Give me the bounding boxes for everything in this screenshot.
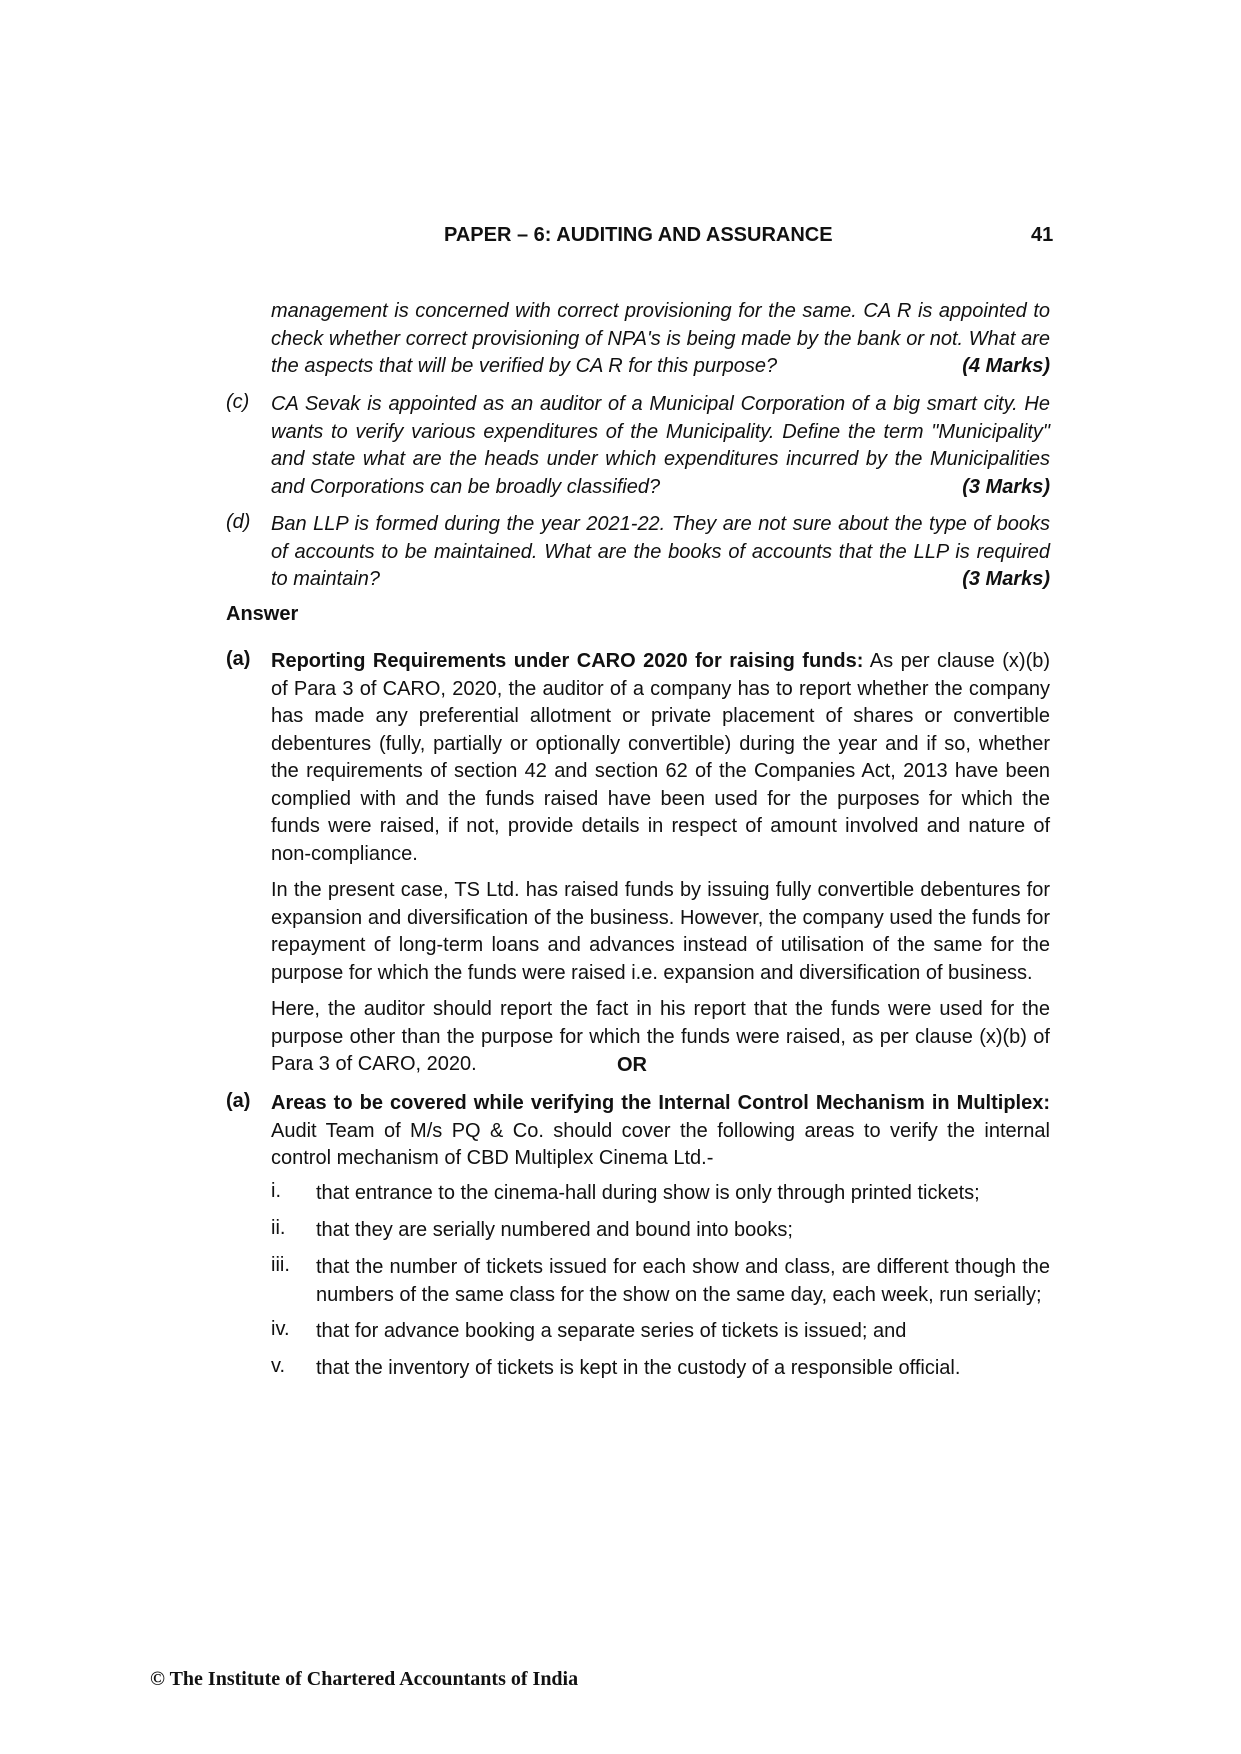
list-item — [271, 1180, 1050, 1208]
question-b-marks: (4 Marks) — [962, 355, 1050, 377]
answer-heading: Answer — [226, 603, 299, 625]
answer-a-lead: Reporting Requirements under CARO 2020 for raising funds: — [271, 650, 864, 672]
question-d — [226, 511, 1050, 594]
answer-a-alt-intro: Areas to be covered while verifying the Internal Control Mechanism in Multiplex: Audit Team of M/s PQ & Co. should cover the following areas to verify the internal control mechanism of CBD Multiplex Cinema Ltd.- — [271, 1092, 1050, 1169]
list-item-number: iv. — [271, 1318, 290, 1340]
list-item-text: that entrance to the cinema-hall during show is only through printed tickets; — [316, 1182, 980, 1204]
answer-a-paragraph-2: In the present case, TS Ltd. has raised funds by issuing fully convertible debentures for expansion and diversification of the business. However, the company used the funds for repayment of long-term loans and advances instead of utilisation of the same for the purpose for which the funds were raised i.e. expansion and diversification of business. — [271, 879, 1050, 984]
copyright-footer: © The Institute of Chartered Accountants of India — [150, 1668, 579, 1690]
answer-a-paragraph-3: Here, the auditor should report the fact in his report that the funds were used for the purpose other than the purpose for which the funds were raised, as per clause (x)(b) of Para 3 of CARO, 2020. — [271, 998, 1050, 1075]
answer-a — [226, 648, 1050, 1079]
question-c-text: CA Sevak is appointed as an auditor of a Municipal Corporation of a big smart city. He wants to verify various expenditures of the Municipality. Define the term "Municipality" and state what are the heads under which expenditures incurred by the Municipalities and Corporations can be broadly classified? — [271, 393, 1050, 498]
question-d-marks: (3 Marks) — [962, 568, 1050, 590]
answer-a-alt-label: (a) — [226, 1090, 251, 1112]
list-item — [271, 1217, 1050, 1245]
or-separator: OR — [617, 1054, 647, 1076]
question-c-marks: (3 Marks) — [962, 475, 1050, 498]
list-item-number: ii. — [271, 1217, 286, 1239]
list-item-number: iii. — [271, 1254, 290, 1276]
page-number: 41 — [1031, 224, 1054, 246]
list-item — [271, 1254, 1050, 1309]
answer-a-alt-lead: Areas to be covered while verifying the Internal Control Mechanism in Multiplex: — [271, 1092, 1050, 1114]
question-b-continuation — [271, 298, 1050, 381]
list-item-text: that for advance booking a separate series of tickets is issued; and — [316, 1320, 907, 1342]
question-b-text: management is concerned with correct provisioning for the same. CA R is appointed to check whether correct provisioning of NPA's is being made by the bank or not. What are the aspects that will be verified by CA R for this purpose? — [271, 300, 1050, 377]
list-item — [271, 1318, 1050, 1346]
question-d-label: (d) — [226, 511, 251, 533]
list-item-text: that the number of tickets issued for each show and class, are different though the numbers of the same class for the show on the same day, each week, run serially; — [316, 1256, 1050, 1306]
list-item-number: i. — [271, 1180, 281, 1202]
list-item-number: v. — [271, 1355, 286, 1377]
question-c-label: (c) — [226, 391, 250, 413]
page-header — [0, 224, 1241, 252]
answer-a-alternate — [226, 1090, 1050, 1173]
list-item — [271, 1355, 1050, 1383]
answer-a-paragraph-1: Reporting Requirements under CARO 2020 for raising funds: As per clause (x)(b) of Para 3 of CARO, 2020, the auditor of a company has to report whether the company has made any preferential allotment or private placement of shares or convertible debentures (fully, partially or optionally convertible) during the year and if so, whether the requirements of section 42 and section 62 of the Companies Act, 2013 have been complied with and the funds raised have been used for the purposes for which the funds were raised, if not, provide details in respect of amount involved and nature of non-compliance. — [271, 650, 1051, 865]
question-d-text: Ban LLP is formed during the year 2021-22. They are not sure about the type of books of accounts to be maintained. What are the books of accounts that the LLP is required to maintain? — [271, 513, 1050, 590]
paper-title: PAPER – 6: AUDITING AND ASSURANCE — [444, 224, 833, 246]
question-c — [226, 391, 1050, 501]
list-item-text: that they are serially numbered and bound into books; — [316, 1219, 793, 1241]
list-item-text: that the inventory of tickets is kept in the custody of a responsible official. — [316, 1357, 961, 1379]
answer-a-label: (a) — [226, 648, 251, 670]
